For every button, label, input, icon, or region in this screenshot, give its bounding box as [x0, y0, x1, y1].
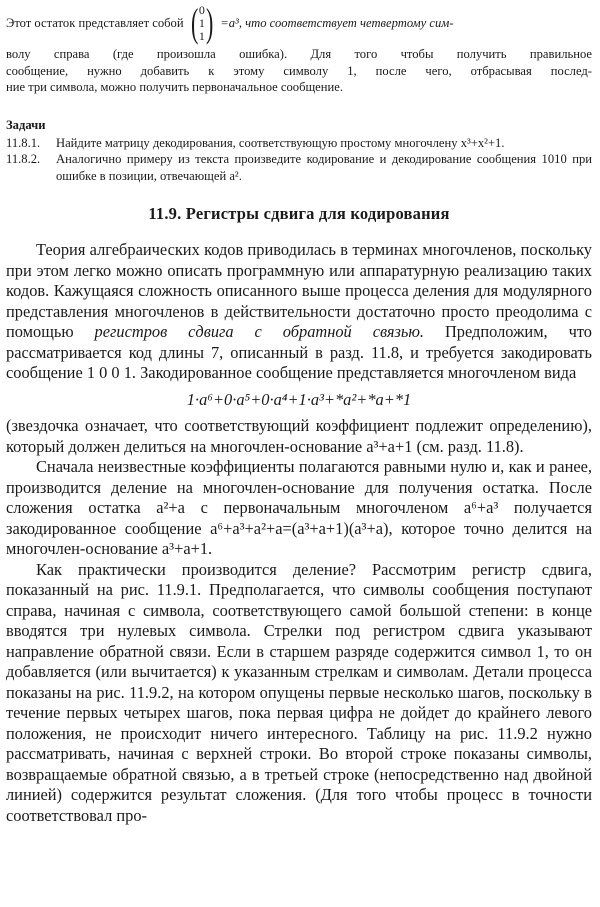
- paragraph: Сначала неизвестные коэффициенты полагаются равными нулю и, как и ранее, производится деление на многочлен-основание для получения остатка. После сложения остатка a²+a с первоначальным многочленом a⁶+a³ получается закодированное сообщение a⁶+a³+a²+a=(a³+a+1)(a³+a), которое точно делится на многочлен-основание a³+a+1.: [6, 457, 592, 558]
- paragraph-text: Предположим, что рассматривается код длины 7, описанный в разд. 11.8, и требуется закодировать сообщение 1 0 0 1. Закодированное сообщение представляется многочленом вида: [6, 322, 592, 382]
- intro-line-with-vector: [6, 0, 592, 46]
- paragraph: (звездочка означает, что соответствующий коэффициент подлежит определению), который должен делиться на многочлен-основание a³+a+1 (см. разд. 11.8).: [6, 416, 592, 456]
- task-item: [6, 151, 592, 184]
- task-number: 11.8.1.: [6, 135, 41, 150]
- intro-text-before-vector: Этот остаток представляет собой: [6, 15, 184, 30]
- vector-entry: 0: [198, 2, 205, 17]
- left-paren-icon: (: [190, 0, 198, 45]
- column-vector-entries: [199, 4, 205, 43]
- task-text: Аналогично примеру из текста произведите кодирование и декодирование сообщения 1010 при ошибке в позиции, отвечающей a².: [56, 152, 592, 183]
- tasks-heading: Задачи: [6, 117, 46, 132]
- vector-entry: 1: [198, 15, 205, 30]
- intro-line: волу справа (где произошла ошибка). Для того чтобы получить правильное: [6, 47, 592, 61]
- task-item: [6, 135, 592, 151]
- intro-line: сообщение, нужно добавить к этому символу 1, после чего, отбрасывая послед-: [6, 63, 592, 78]
- paragraph-text: Теория алгебраических кодов приводилась в терминах многочленов, поскольку при этом легко можно описать программную или аппаратурную реализацию таких кодов. Кажущаяся сложность описанного выше процесса деления для модулярного представления многочленов в действительности достаточно просто преодолима с помощью: [6, 240, 592, 341]
- intro-block: [6, 0, 592, 96]
- paragraph: Как практически производится деление? Рассмотрим регистр сдвига, показанный на рис. 11.9.1. Предполагается, что символы сообщения поступают справа, начиная с символа, соответствующего самой большой степени: в конце вводятся три нулевых символа. Стрелки под регистром сдвига указывают направление обратной связи. Если в старшем разряде содержится символ 1, то он добавляется (или вычитается) к указанным стрелкам и символам. Детали процесса показаны на рис. 11.9.2, на котором опущены первые несколько шагов, поскольку в течение первых четырех шагов, пока первая цифра не дойдет до крайнего левого положения, не происходит ничего интересного. Таблицу на рис. 11.9.2 нужно рассматривать, начиная с верхней строки. Во второй строке показаны символы, возвращаемые обратной связью, а в третьей строке (непосредственно над двойной линией) содержится результат сложения. (Для того чтобы процесс в точности соответствовал про-: [6, 559, 592, 825]
- intro-text-after-vector: =a³, что соответствует четвертому сим-: [220, 15, 454, 30]
- task-number: 11.8.2.: [6, 152, 41, 167]
- section-body: [6, 240, 592, 826]
- right-paren-icon: ): [205, 0, 214, 45]
- emphasis-term: регистров сдвига с обратной связью.: [94, 322, 424, 341]
- section-title: 11.9. Регистры сдвига для кодирования: [148, 204, 450, 223]
- intro-line: ние три символа, можно получить первоначальное сообщение.: [6, 80, 343, 95]
- paragraph: [6, 240, 592, 384]
- column-vector: [188, 0, 217, 45]
- task-text: Найдите матрицу декодирования, соответствующую простому многочлену x³+x²+1.: [56, 135, 505, 150]
- display-formula: 1·a⁶+0·a⁵+0·a⁴+1·a³+*a²+*a+*1: [186, 389, 412, 409]
- vector-entry: 1: [198, 28, 205, 43]
